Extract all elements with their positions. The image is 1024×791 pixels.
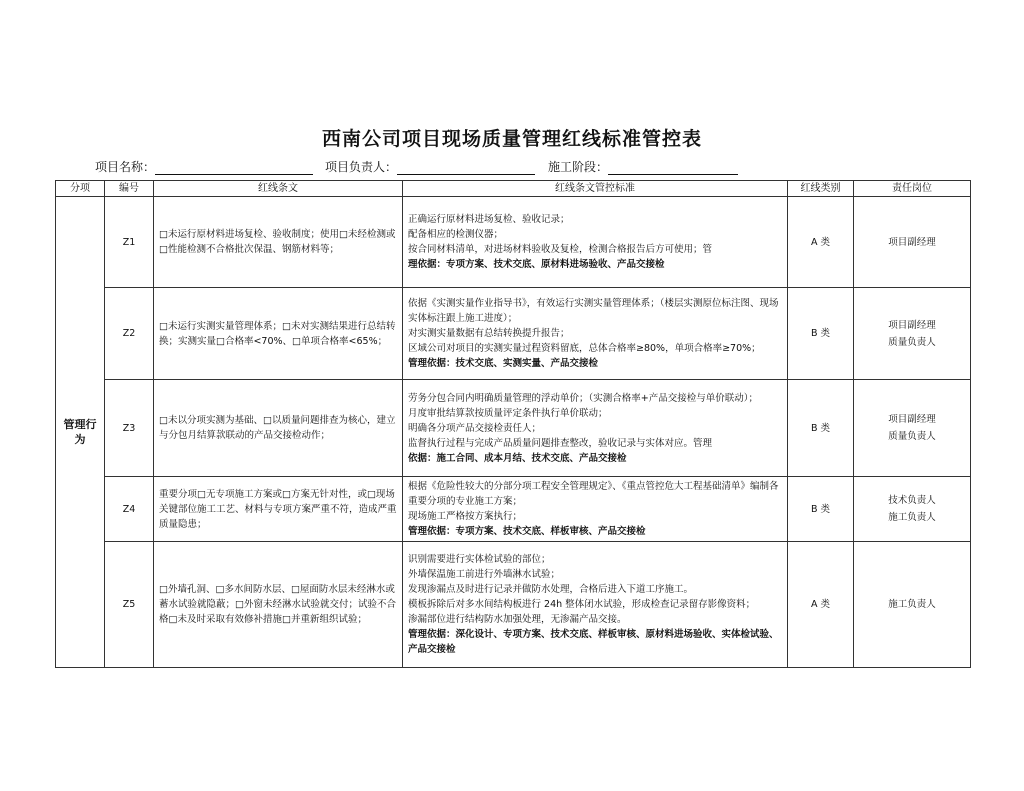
- standard-basis: 依据：施工合同、成本月结、技术交底、产品交接检: [408, 452, 627, 464]
- responsible-role: 项目副经理: [888, 319, 936, 331]
- standard-line: 对实测实量数据有总结转换提升报告；: [408, 328, 570, 339]
- responsible-role: 项目副经理: [888, 236, 936, 248]
- standard-line: 按合同材料清单，对进场材料验收及复检，检测合格报告后方可使用；管: [408, 244, 713, 255]
- standard-line: 区域公司对项目的实测实量过程资料留底，总体合格率≥80%，单项合格率≥70%；: [408, 343, 761, 354]
- standard-line: 正确运行原材料进场复检、验收记录；: [408, 214, 570, 225]
- standard-line: 根据《危险性较大的分部分项工程安全管理规定》、《重点管控危大工程基础清单》编制各重要分项的专业施工方案；: [408, 481, 779, 507]
- responsible-role: 质量负责人: [888, 336, 936, 348]
- redline-control-table: [55, 180, 971, 668]
- clause-cell: □未运行原材料进场复检、验收制度；使用□未经检测或□性能检测不合格批次保温、钢筋材料等；: [154, 197, 403, 288]
- code-cell: Z3: [105, 380, 154, 477]
- phase-blank[interactable]: [608, 161, 738, 175]
- header-category: 红线类别: [788, 181, 854, 197]
- standard-line: 发现渗漏点及时进行记录并做防水处理，合格后进入下道工序施工。: [408, 584, 694, 595]
- clause-cell: □未以分项实测为基础、□以质量问题排查为核心，建立与分包月结算款联动的产品交接检动作；: [154, 380, 403, 477]
- clause-cell: 重要分项□无专项施工方案或□方案无针对性，或□现场关键部位施工工艺、材料与专项方案严重不符，造成严重质量隐患；: [154, 477, 403, 542]
- table-header-row: [56, 181, 971, 197]
- project-lead-blank[interactable]: [397, 161, 535, 175]
- page-title: 西南公司项目现场质量管理红线标准管控表: [321, 128, 702, 150]
- category-cell: A 类: [788, 542, 854, 668]
- responsible-role: 施工负责人: [888, 599, 936, 610]
- responsible-cell: [854, 542, 971, 668]
- responsible-role: 项目副经理: [888, 414, 936, 425]
- project-name-field: [95, 158, 313, 175]
- responsible-role: 质量负责人: [888, 431, 936, 442]
- table-row: [56, 380, 971, 477]
- phase-label: 施工阶段：: [548, 160, 609, 174]
- responsible-role: 施工负责人: [888, 512, 936, 523]
- standard-basis: 管理依据：技术交底、实测实量、产品交接检: [408, 358, 599, 369]
- clause-cell: □未运行实测实量管理体系；□未对实测结果进行总结转换；实测实量□合格率<70%、□单项合格率<65%；: [154, 288, 403, 380]
- standard-cell: [403, 197, 788, 288]
- table-row: [56, 197, 971, 288]
- standard-cell: [403, 288, 788, 380]
- standard-basis: 管理依据：专项方案、技术交底、样板审核、产品交接检: [408, 526, 646, 537]
- phase-field: [548, 158, 738, 175]
- standard-line: 月度审批结算款按质量评定条件执行单价联动；: [408, 407, 608, 419]
- standard-line: 依据《实测实量作业指导书》，有效运行实测实量管理体系；（楼层实测原位标注图、现场实体标注跟上施工进度）；: [408, 298, 779, 324]
- table-row: [56, 288, 971, 380]
- project-lead-label: 项目负责人：: [325, 160, 398, 174]
- standard-line: 识别需要进行实体检试验的部位；: [408, 554, 551, 565]
- header-clause: 红线条文: [154, 181, 403, 197]
- header-standard: 红线条文管控标准: [403, 181, 788, 197]
- code-cell: Z1: [105, 197, 154, 288]
- table-row: [56, 542, 971, 668]
- responsible-cell: [854, 477, 971, 542]
- standard-line: 现场施工严格按方案执行；: [408, 511, 523, 522]
- code-cell: Z4: [105, 477, 154, 542]
- project-lead-field: [325, 158, 535, 175]
- division-cell: 管理行为: [56, 197, 105, 668]
- category-cell: B 类: [788, 380, 854, 477]
- standard-line: 外墙保温施工前进行外墙淋水试验；: [408, 569, 561, 580]
- clause-cell: □外墙孔洞、□多水间防水层、□屋面防水层未经淋水或蓄水试验就隐蔽；□外窗未经淋水试验就交付；试验不合格□未及时采取有效修补措施□并重新组织试验；: [154, 542, 403, 668]
- standard-cell: [403, 477, 788, 542]
- standard-line: 明确各分项产品交接检责任人；: [408, 422, 542, 434]
- responsible-cell: [854, 197, 971, 288]
- standard-line: 模板拆除后对多水间结构板进行 24h 整体闭水试验，形成检查记录留存影像资料；: [408, 599, 756, 610]
- project-name-blank[interactable]: [155, 161, 313, 175]
- project-name-label: 项目名称：: [95, 160, 156, 174]
- header-division: 分项: [56, 181, 105, 197]
- standard-line: 监督执行过程与完成产品质量问题排查整改，验收记录与实体对应。管理: [408, 437, 713, 449]
- standard-cell: [403, 380, 788, 477]
- category-cell: A 类: [788, 197, 854, 288]
- responsible-cell: [854, 380, 971, 477]
- table-row: [56, 477, 971, 542]
- standard-basis: 理依据：专项方案、技术交底、原材料进场验收、产品交接检: [408, 259, 665, 270]
- standard-cell: [403, 542, 788, 668]
- category-cell: B 类: [788, 477, 854, 542]
- header-responsible: 责任岗位: [854, 181, 971, 197]
- responsible-role: 技术负责人: [888, 495, 936, 506]
- responsible-cell: [854, 288, 971, 380]
- standard-basis: 管理依据：深化设计、专项方案、技术交底、样板审核、原材料进场验收、实体检试验、产品交接检: [408, 629, 779, 655]
- standard-line: 配备相应的检测仪器；: [408, 229, 504, 240]
- standard-line: 渗漏部位进行结构防水加强处理，无渗漏产品交接。: [408, 614, 627, 625]
- category-cell: B 类: [788, 288, 854, 380]
- code-cell: Z2: [105, 288, 154, 380]
- standard-line: 劳务分包合同内明确质量管理的浮动单价；（实测合格率+产品交接检与单价联动）；: [408, 392, 758, 404]
- header-code: 编号: [105, 181, 154, 197]
- code-cell: Z5: [105, 542, 154, 668]
